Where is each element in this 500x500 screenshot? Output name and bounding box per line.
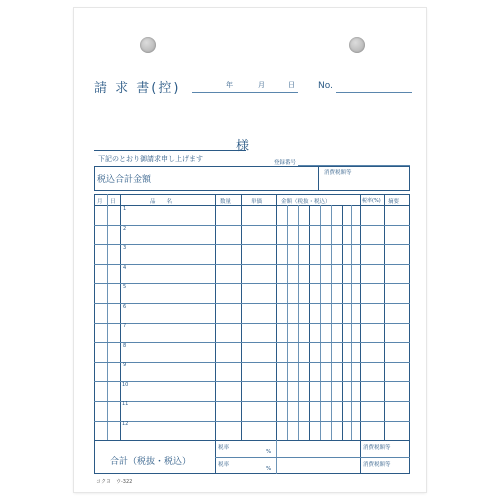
consumption-tax-label: 消費税額等 bbox=[324, 170, 352, 176]
header-item: 品 名 bbox=[150, 199, 173, 205]
row-number: 6 bbox=[123, 304, 127, 310]
tax-rate-label-2: 税率 bbox=[218, 462, 230, 468]
column-divider-month bbox=[107, 194, 108, 440]
table-row-separator bbox=[94, 342, 410, 343]
row-number: 8 bbox=[123, 343, 127, 349]
table-row-separator bbox=[94, 225, 410, 226]
punch-hole-right bbox=[349, 37, 365, 53]
punch-hole-left bbox=[140, 37, 156, 53]
table-row-separator bbox=[94, 244, 410, 245]
row-number: 12 bbox=[122, 421, 129, 427]
table-row-separator bbox=[94, 362, 410, 363]
recipient-honorific: 様 bbox=[236, 139, 250, 154]
row-number: 2 bbox=[123, 226, 127, 232]
number-label: No. bbox=[318, 81, 333, 91]
percent-label-2: % bbox=[266, 466, 272, 472]
items-table bbox=[94, 194, 410, 474]
table-header-separator bbox=[94, 205, 410, 206]
table-row-separator bbox=[94, 381, 410, 382]
total-box-divider bbox=[318, 166, 319, 191]
date-day-label: 日 bbox=[288, 81, 295, 89]
header-amount: 金額（税抜・税込） bbox=[281, 199, 331, 205]
date-month-label: 月 bbox=[258, 81, 265, 89]
row-number: 1 bbox=[123, 206, 127, 212]
tax-rate-label-1: 税率 bbox=[218, 445, 230, 451]
column-divider-item bbox=[215, 194, 216, 440]
column-divider-tax-rate bbox=[384, 194, 385, 440]
header-day: 日 bbox=[110, 199, 116, 205]
date-year-label: 年 bbox=[226, 81, 233, 89]
table-row-separator bbox=[94, 283, 410, 284]
row-number: 10 bbox=[122, 382, 129, 388]
header-quantity: 数量 bbox=[220, 199, 232, 205]
table-row-separator bbox=[94, 264, 410, 265]
invoice-form-sheet bbox=[74, 8, 426, 492]
column-divider-unit-price bbox=[276, 194, 277, 440]
column-divider-day bbox=[120, 194, 121, 440]
column-divider-quantity bbox=[241, 194, 242, 440]
recipient-underline bbox=[94, 150, 246, 151]
row-number: 5 bbox=[123, 284, 127, 290]
header-tax-rate: 税率(%) bbox=[362, 198, 381, 204]
row-number: 11 bbox=[122, 401, 129, 407]
consumption-tax-label-1: 消費税額等 bbox=[363, 445, 391, 451]
row-number: 7 bbox=[123, 323, 127, 329]
tax-included-total-label: 税込合計金額 bbox=[97, 175, 152, 185]
column-divider-amount bbox=[360, 194, 361, 440]
header-month: 月 bbox=[97, 199, 103, 205]
table-row-separator bbox=[94, 401, 410, 402]
header-unit-price: 単価 bbox=[251, 199, 263, 205]
form-title: 請 求 書(控) bbox=[94, 81, 181, 96]
totals-label: 合計（税抜・税込） bbox=[110, 457, 192, 467]
product-code: コクヨ ウ-322 bbox=[96, 479, 133, 485]
table-row-separator bbox=[94, 421, 410, 422]
table-row-separator bbox=[94, 323, 410, 324]
table-row-separator bbox=[94, 303, 410, 304]
percent-label-1: % bbox=[266, 449, 272, 455]
totals-top-border bbox=[94, 440, 410, 441]
intro-text: 下記のとおり御請求申し上げます bbox=[98, 155, 203, 163]
row-number: 3 bbox=[123, 245, 127, 251]
number-underline bbox=[336, 92, 412, 93]
registration-label: 登録番号 bbox=[274, 160, 297, 166]
totals-mid-line bbox=[215, 457, 410, 458]
date-underline bbox=[192, 92, 298, 93]
header-remarks: 摘要 bbox=[388, 199, 400, 205]
row-number: 9 bbox=[123, 362, 127, 368]
row-number: 4 bbox=[123, 265, 127, 271]
consumption-tax-label-2: 消費税額等 bbox=[363, 462, 391, 468]
